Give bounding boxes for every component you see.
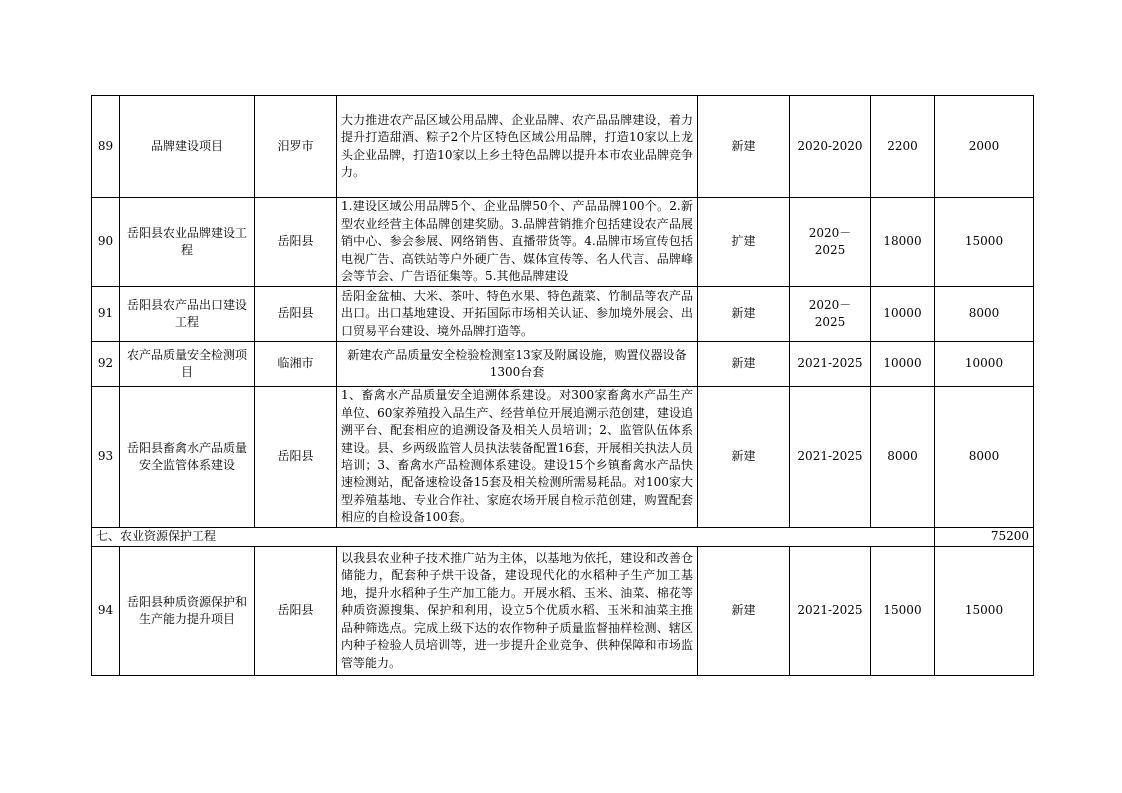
construction-period: 2021-2025 — [790, 387, 871, 528]
row-number: 94 — [92, 547, 120, 676]
total-investment: 10000 — [871, 287, 935, 342]
project-name: 岳阳县农产品出口建设工程 — [120, 287, 255, 342]
planned-investment: 15000 — [935, 547, 1034, 676]
table-row — [92, 342, 1034, 387]
construction-period: 2020－2025 — [790, 287, 871, 342]
row-number: 90 — [92, 198, 120, 287]
project-table — [91, 95, 1034, 676]
project-name: 岳阳县农业品牌建设工程 — [120, 198, 255, 287]
section-total: 75200 — [935, 528, 1034, 547]
total-investment: 15000 — [871, 547, 935, 676]
construction-type: 新建 — [698, 342, 790, 387]
row-number: 92 — [92, 342, 120, 387]
total-investment: 8000 — [871, 387, 935, 528]
row-number: 91 — [92, 287, 120, 342]
table-row — [92, 198, 1034, 287]
row-number: 89 — [92, 96, 120, 198]
project-location: 岳阳县 — [255, 287, 337, 342]
project-content: 大力推进农产品区域公用品牌、企业品牌、农产品品牌建设，着力提升打造甜酒、粽子2个片区特色区域公用品牌，打造10家以上龙头企业品牌，打造10家以上乡土特色品牌以提升本市农业品牌竞争力。 — [337, 96, 698, 198]
construction-period: 2021-2025 — [790, 547, 871, 676]
construction-type: 新建 — [698, 547, 790, 676]
section-row — [92, 528, 1034, 547]
project-content: 新建农产品质量安全检验检测室13家及附属设施，购置仪器设备1300台套 — [337, 342, 698, 387]
construction-type: 新建 — [698, 287, 790, 342]
planned-investment: 8000 — [935, 287, 1034, 342]
project-content: 1.建设区域公用品牌5个、企业品牌50个、产品品牌100个。2.新型农业经营主体品牌创建奖励。3.品牌营销推介包括建设农产品展销中心、参会参展、网络销售、直播带货等。4.品牌市场宣传包括电视广告、高铁站等户外硬广告、媒体宣传等、名人代言、品牌峰会等节会、广告语征集等。5.其他品牌建设 — [337, 198, 698, 287]
table-row — [92, 96, 1034, 198]
construction-type: 新建 — [698, 387, 790, 528]
project-location: 岳阳县 — [255, 547, 337, 676]
project-location: 岳阳县 — [255, 198, 337, 287]
construction-period: 2020-2020 — [790, 96, 871, 198]
project-content: 1、畜禽水产品质量安全追溯体系建设。对300家畜禽水产品生产单位、60家养殖投入品生产、经营单位开展追溯示范创建，建设追溯平台、配套相应的追溯设备及相关人员培训；2、监管队伍体系建设。县、乡两级监管人员执法装备配置16套，开展相关执法人员培训；3、畜禽水产品检测体系建设。建设15个乡镇畜禽水产品快速检测站，配备速检设备15套及相关检测所需易耗品。对100家大型养殖基地、专业合作社、家庭农场开展自检示范创建，购置配套相应的自检设备100套。 — [337, 387, 698, 528]
planned-investment: 15000 — [935, 198, 1034, 287]
total-investment: 10000 — [871, 342, 935, 387]
planned-investment: 2000 — [935, 96, 1034, 198]
table-row — [92, 387, 1034, 528]
project-location: 汨罗市 — [255, 96, 337, 198]
table-row — [92, 547, 1034, 676]
row-number: 93 — [92, 387, 120, 528]
project-location: 岳阳县 — [255, 387, 337, 528]
construction-period: 2021-2025 — [790, 342, 871, 387]
table-row — [92, 287, 1034, 342]
section-title: 七、农业资源保护工程 — [92, 528, 935, 547]
project-content: 岳阳金盆柚、大米、茶叶、特色水果、特色蔬菜、竹制品等农产品出口。出口基地建设、开拓国际市场相关认证、参加境外展会、出口贸易平台建设、境外品牌打造等。 — [337, 287, 698, 342]
project-name: 品牌建设项目 — [120, 96, 255, 198]
project-content: 以我县农业种子技术推广站为主体，以基地为依托，建设和改善仓储能力，配套种子烘干设备，建设现代化的水稻种子生产加工基地，提升水稻种子生产加工能力。开展水稻、玉米、油菜、棉花等种质资源搜集、保护和利用，设立5个优质水稻、玉米和油菜主推品种筛选点。完成上级下达的农作物种子质量监督抽样检测、辖区内种子检验人员培训等，进一步提升企业竞争、供种保障和市场监管等能力。 — [337, 547, 698, 676]
construction-type: 新建 — [698, 96, 790, 198]
project-name: 岳阳县畜禽水产品质量安全监管体系建设 — [120, 387, 255, 528]
total-investment: 18000 — [871, 198, 935, 287]
project-location: 临湘市 — [255, 342, 337, 387]
project-name: 农产品质量安全检测项目 — [120, 342, 255, 387]
planned-investment: 8000 — [935, 387, 1034, 528]
construction-type: 扩建 — [698, 198, 790, 287]
project-name: 岳阳县种质资源保护和生产能力提升项目 — [120, 547, 255, 676]
construction-period: 2020－2025 — [790, 198, 871, 287]
total-investment: 2200 — [871, 96, 935, 198]
planned-investment: 10000 — [935, 342, 1034, 387]
